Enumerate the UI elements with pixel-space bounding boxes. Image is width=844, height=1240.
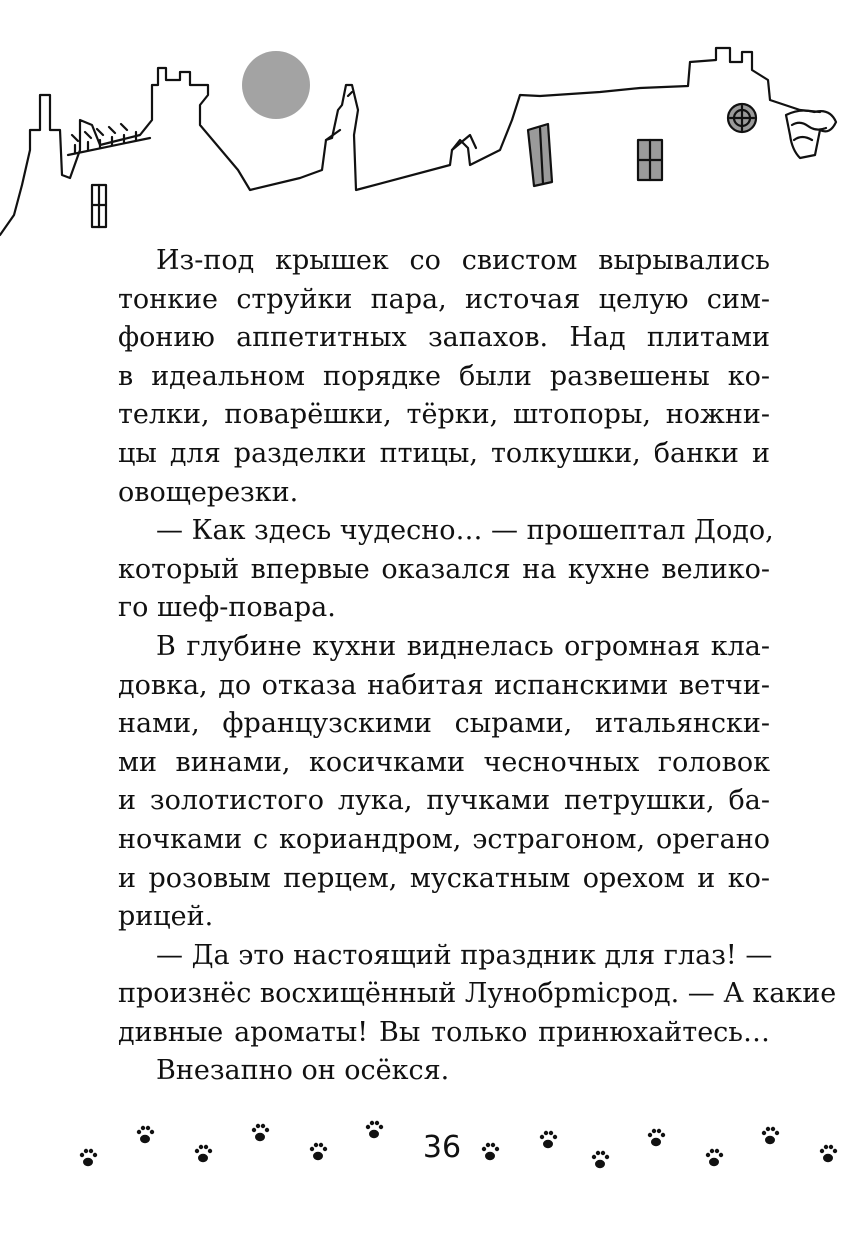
text-line: довка, до отказа набитая испанскими ветчи-	[118, 669, 770, 701]
page-number: 36	[422, 1130, 462, 1165]
text-line: — Как здесь чудесно… — прошептал Додо,	[156, 515, 774, 547]
text-line: го шеф-повара.	[118, 592, 336, 624]
text-line: нами, французскими сырами, итальянски-	[118, 708, 770, 740]
text-line: рицей.	[118, 901, 214, 933]
moon-icon	[242, 51, 310, 119]
text-line: — Да это настоящий праздник для глаз! —	[156, 939, 773, 971]
text-line: ми винами, косичками чесночных головок	[118, 746, 770, 778]
text-line: в идеальном порядке были развешены ко-	[118, 360, 770, 392]
text-line: Внезапно он осёкся.	[156, 1055, 450, 1087]
text-line: ночками с кориандром, эстрагоном, орегано	[118, 823, 770, 855]
text-line: и золотистого лука, пучками петрушки, ба-	[118, 785, 770, 817]
text-line: дивные ароматы! Вы только принюхайтесь…	[118, 1016, 770, 1048]
page-text	[118, 242, 837, 1091]
text-line: фонию аппетитных запахов. Над плитами	[118, 322, 770, 354]
text-line: телки, поварёшки, тёрки, штопоры, ножни-	[118, 399, 770, 431]
text-line: тонкие струйки пара, источая целую сим-	[118, 283, 770, 315]
text-line: произнёс восхищённый Лунобрmicрод. — А какие	[118, 978, 837, 1010]
rooftops-illustration	[0, 0, 844, 250]
text-line: Из-под крышек со свистом вырывались	[156, 245, 770, 276]
text-line: овощерезки.	[118, 476, 299, 508]
text-line: и розовым перцем, мускатным орехом и ко-	[118, 862, 770, 894]
text-line: который впервые оказался на кухне велико-	[118, 553, 770, 585]
text-line: В глубине кухни виднелась огромная кла-	[156, 630, 770, 662]
text-line: цы для разделки птицы, толкушки, банки и	[118, 437, 770, 469]
